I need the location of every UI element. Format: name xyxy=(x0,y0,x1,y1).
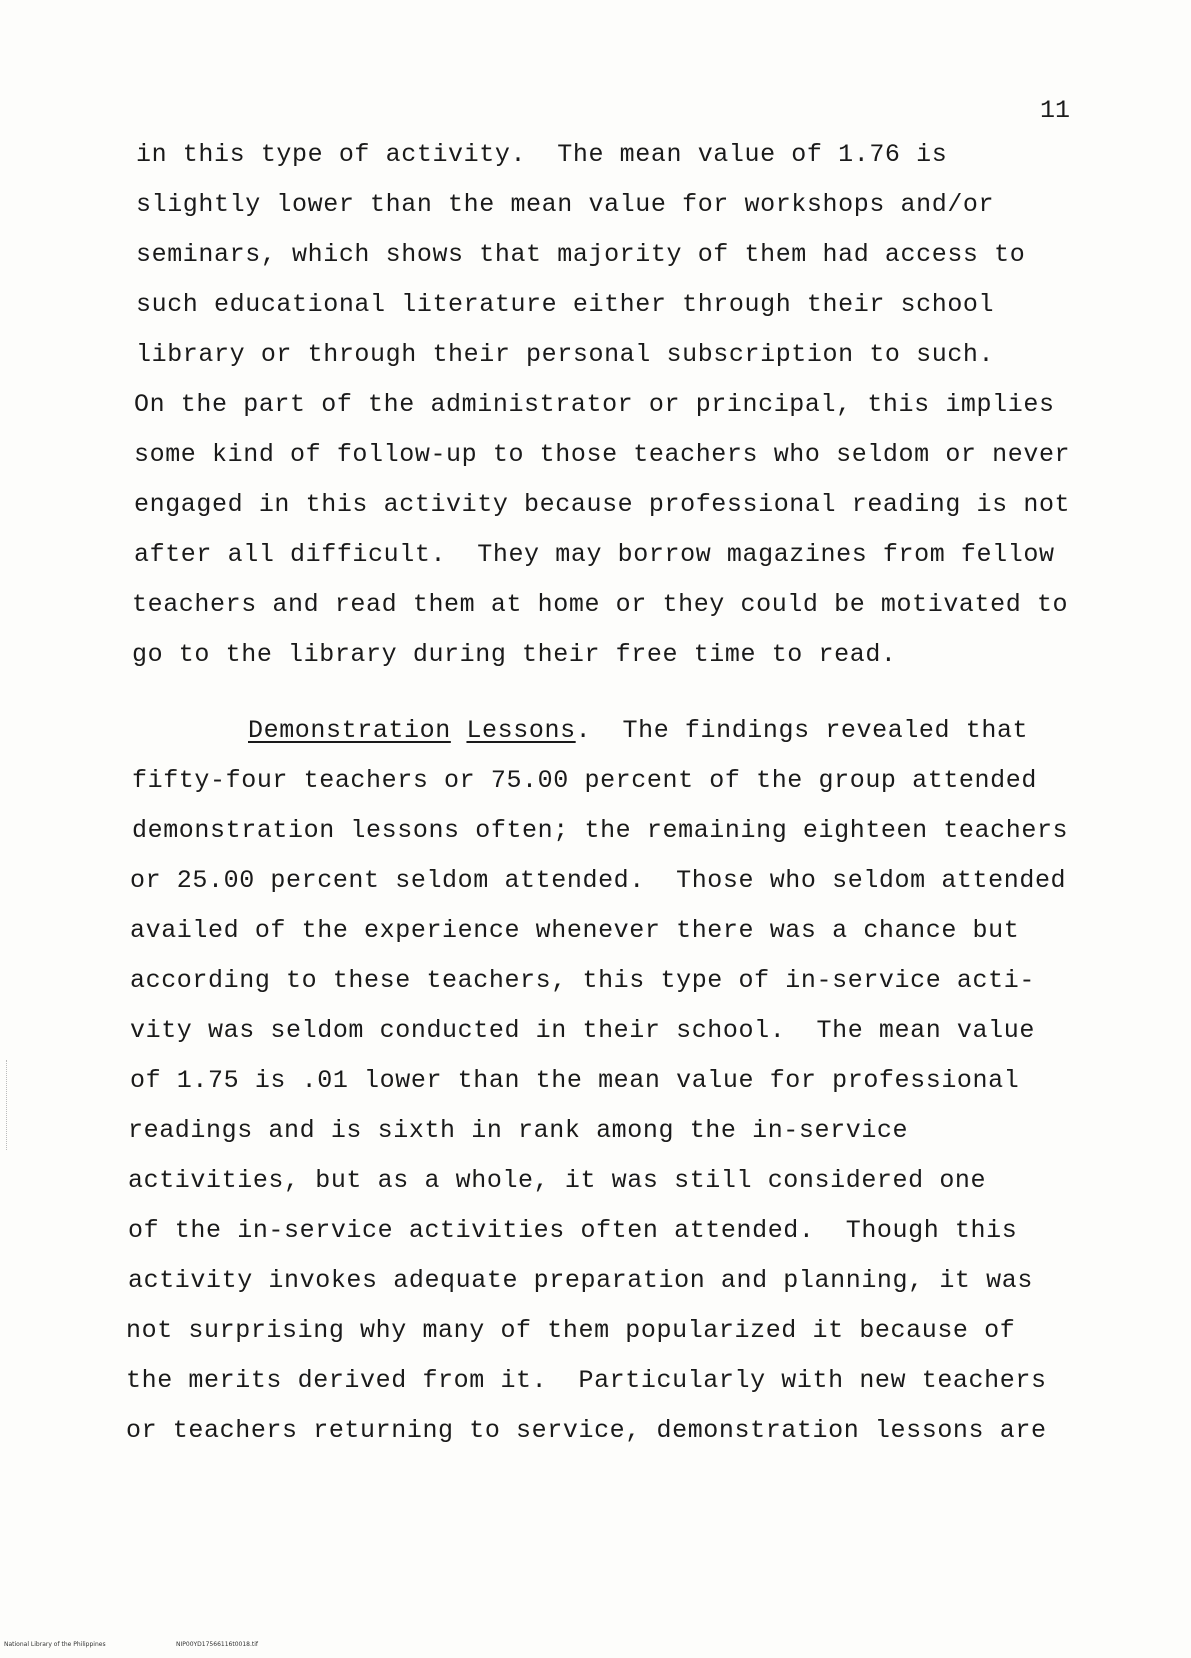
paragraph-1-line: engaged in this activity because professional reading is not xyxy=(134,490,1071,519)
paragraph-2-line: of the in-service activities often attended. Though this xyxy=(128,1216,1018,1245)
paragraph-1-line: after all difficult. They may borrow magazines from fellow xyxy=(134,540,1055,569)
paragraph-2-line: according to these teachers, this type of in-service acti- xyxy=(130,966,1035,995)
paragraph-1-line: some kind of follow-up to those teachers who seldom or never xyxy=(134,440,1071,469)
paragraph-2-line: vity was seldom conducted in their school. The mean value xyxy=(130,1016,1035,1045)
paragraph-2-line: the merits derived from it. Particularly with new teachers xyxy=(126,1366,1047,1395)
page-number: 11 xyxy=(1040,96,1071,125)
paragraph-2-line: not surprising why many of them popularized it because of xyxy=(126,1316,1016,1345)
paragraph-2-line: or teachers returning to service, demonstration lessons are xyxy=(126,1416,1047,1445)
paragraph-2-line: or 25.00 percent seldom attended. Those who seldom attended xyxy=(130,866,1067,895)
paragraph-2-line: activities, but as a whole, it was still considered one xyxy=(128,1166,987,1195)
section-heading-word: Lessons xyxy=(466,716,576,745)
paragraph-1-line: such educational literature either through their school xyxy=(136,290,995,319)
section-heading-period: . xyxy=(575,716,592,745)
paragraph-2-line: readings and is sixth in rank among the in-service xyxy=(128,1116,909,1145)
paragraph-2-first-line-text: The findings revealed that xyxy=(591,716,1029,745)
paragraph-1-line: seminars, which shows that majority of them had access to xyxy=(136,240,1026,269)
paragraph-2-line: availed of the experience whenever there was a chance but xyxy=(130,916,1020,945)
footer-library-name: National Library of the Philippines xyxy=(4,1641,106,1648)
paragraph-1-line: On the part of the administrator or principal, this implies xyxy=(134,390,1055,419)
paragraph-2-line: demonstration lessons often; the remaining eighteen teachers xyxy=(132,816,1069,845)
paragraph-2-line: activity invokes adequate preparation and planning, it was xyxy=(128,1266,1033,1295)
footer-file-id: NIP00YD17566116t0018.tif xyxy=(176,1641,258,1648)
paragraph-1-line: go to the library during their free time to read. xyxy=(132,640,897,669)
paragraph-1-line: slightly lower than the mean value for workshops and/or xyxy=(136,190,995,219)
paragraph-1-line: teachers and read them at home or they could be motivated to xyxy=(132,590,1069,619)
paragraph-1-line: in this type of activity. The mean value of 1.76 is xyxy=(136,140,948,169)
paragraph-2-line: of 1.75 is .01 lower than the mean value for professional xyxy=(130,1066,1020,1095)
paragraph-2-line: fifty-four teachers or 75.00 percent of the group attended xyxy=(132,766,1037,795)
section-heading-word: Demonstration xyxy=(248,716,451,745)
section-heading-line xyxy=(248,716,1028,745)
scan-margin-specks xyxy=(6,1060,10,1150)
paragraph-1-line: library or through their personal subscription to such. xyxy=(136,340,995,369)
